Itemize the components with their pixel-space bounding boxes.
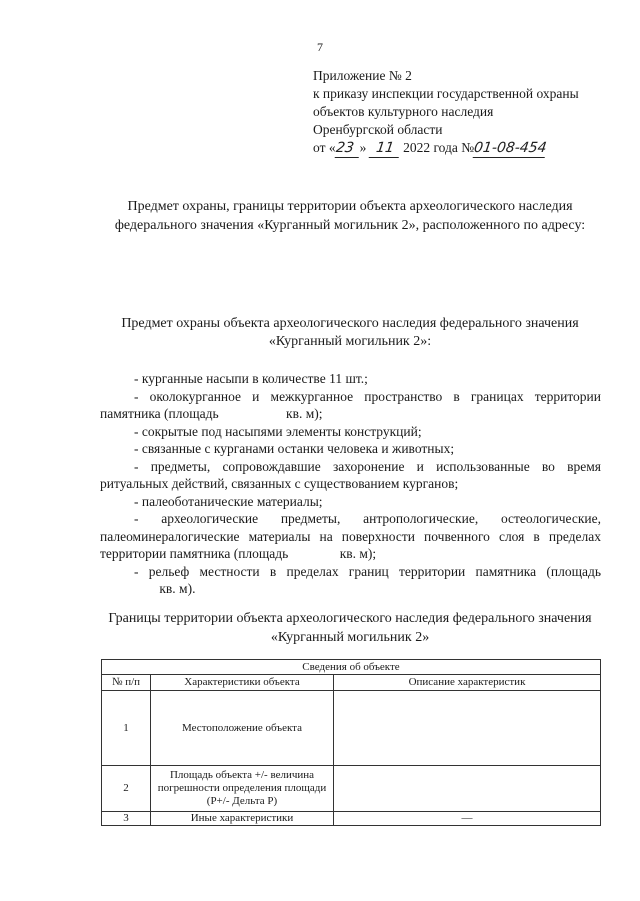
appendix-block [313,67,579,158]
year-text: 2022 года № [403,140,475,155]
list-item: - археологические предметы, антропологические, остеологические, палеоминералогические материалы на поверхности почвенного слоя в пределах территории памятника (площадь кв. м); [100,511,601,561]
table-row [102,812,601,826]
row-number: 2 [102,766,151,812]
list-item: - предметы, сопровождавшие захоронение и использованные во время ритуальных действий, связанных с существованием курганов; [100,458,601,491]
page-number: 7 [317,40,323,54]
table-row [102,766,601,812]
list-item: - околокурганное и межкурганное пространство в границах территории памятника (площадь кв. м); [100,388,601,421]
date-prefix: от « [313,140,336,155]
column-header: Характеристики объекта [151,675,334,691]
appendix-line: Оренбургской области [313,122,443,137]
subject-list [100,370,601,598]
object-info-table [101,659,601,826]
column-header: № п/п [102,675,151,691]
handwritten-number: 01-08-454 [473,140,548,156]
appendix-date-line [313,139,579,158]
row-description [334,691,601,766]
list-item: - сокрытые под насыпями элементы конструкций; [134,423,422,439]
table-row [102,691,601,766]
appendix-line: объектов культурного наследия [313,104,494,119]
handwritten-month: 11 [368,139,401,158]
list-item: - связанные с курганами останки человека и животных; [134,441,455,456]
list-item: - палеоботанические материалы; [134,493,323,509]
row-number: 1 [102,691,151,766]
appendix-line: к приказу инспекции государственной охраны [313,86,579,101]
appendix-line: Приложение № 2 [313,68,412,83]
list-item: - рельеф местности в пределах границ территории памятника (площадь кв. м). [134,563,601,596]
row-characteristic: Иные характеристики [151,812,334,826]
table-caption: Сведения об объекте [102,660,601,675]
list-item: - курганные насыпи в количестве 11 шт.; [134,371,368,386]
row-description [334,766,601,812]
row-characteristic: Площадь объекта +/- величина погрешности определения площади (P+/- Дельта P) [151,766,334,812]
date-close: » [359,140,367,155]
column-header: Описание характеристик [334,675,601,691]
row-description: — [334,812,601,826]
boundaries-heading: Границы территории объекта археологического наследия федерального значения «Курганный могильник 2» [108,611,592,645]
row-characteristic: Местоположение объекта [151,691,334,766]
document-title: Предмет охраны, границы территории объекта археологического наследия федерального значения «Курганный могильник 2», расположенного по адресу: [114,199,586,233]
subject-heading: Предмет охраны объекта археологического наследия федерального значения «Курганный могильник 2»: [121,316,579,349]
row-number: 3 [102,812,151,826]
handwritten-day: 23 [334,139,361,158]
